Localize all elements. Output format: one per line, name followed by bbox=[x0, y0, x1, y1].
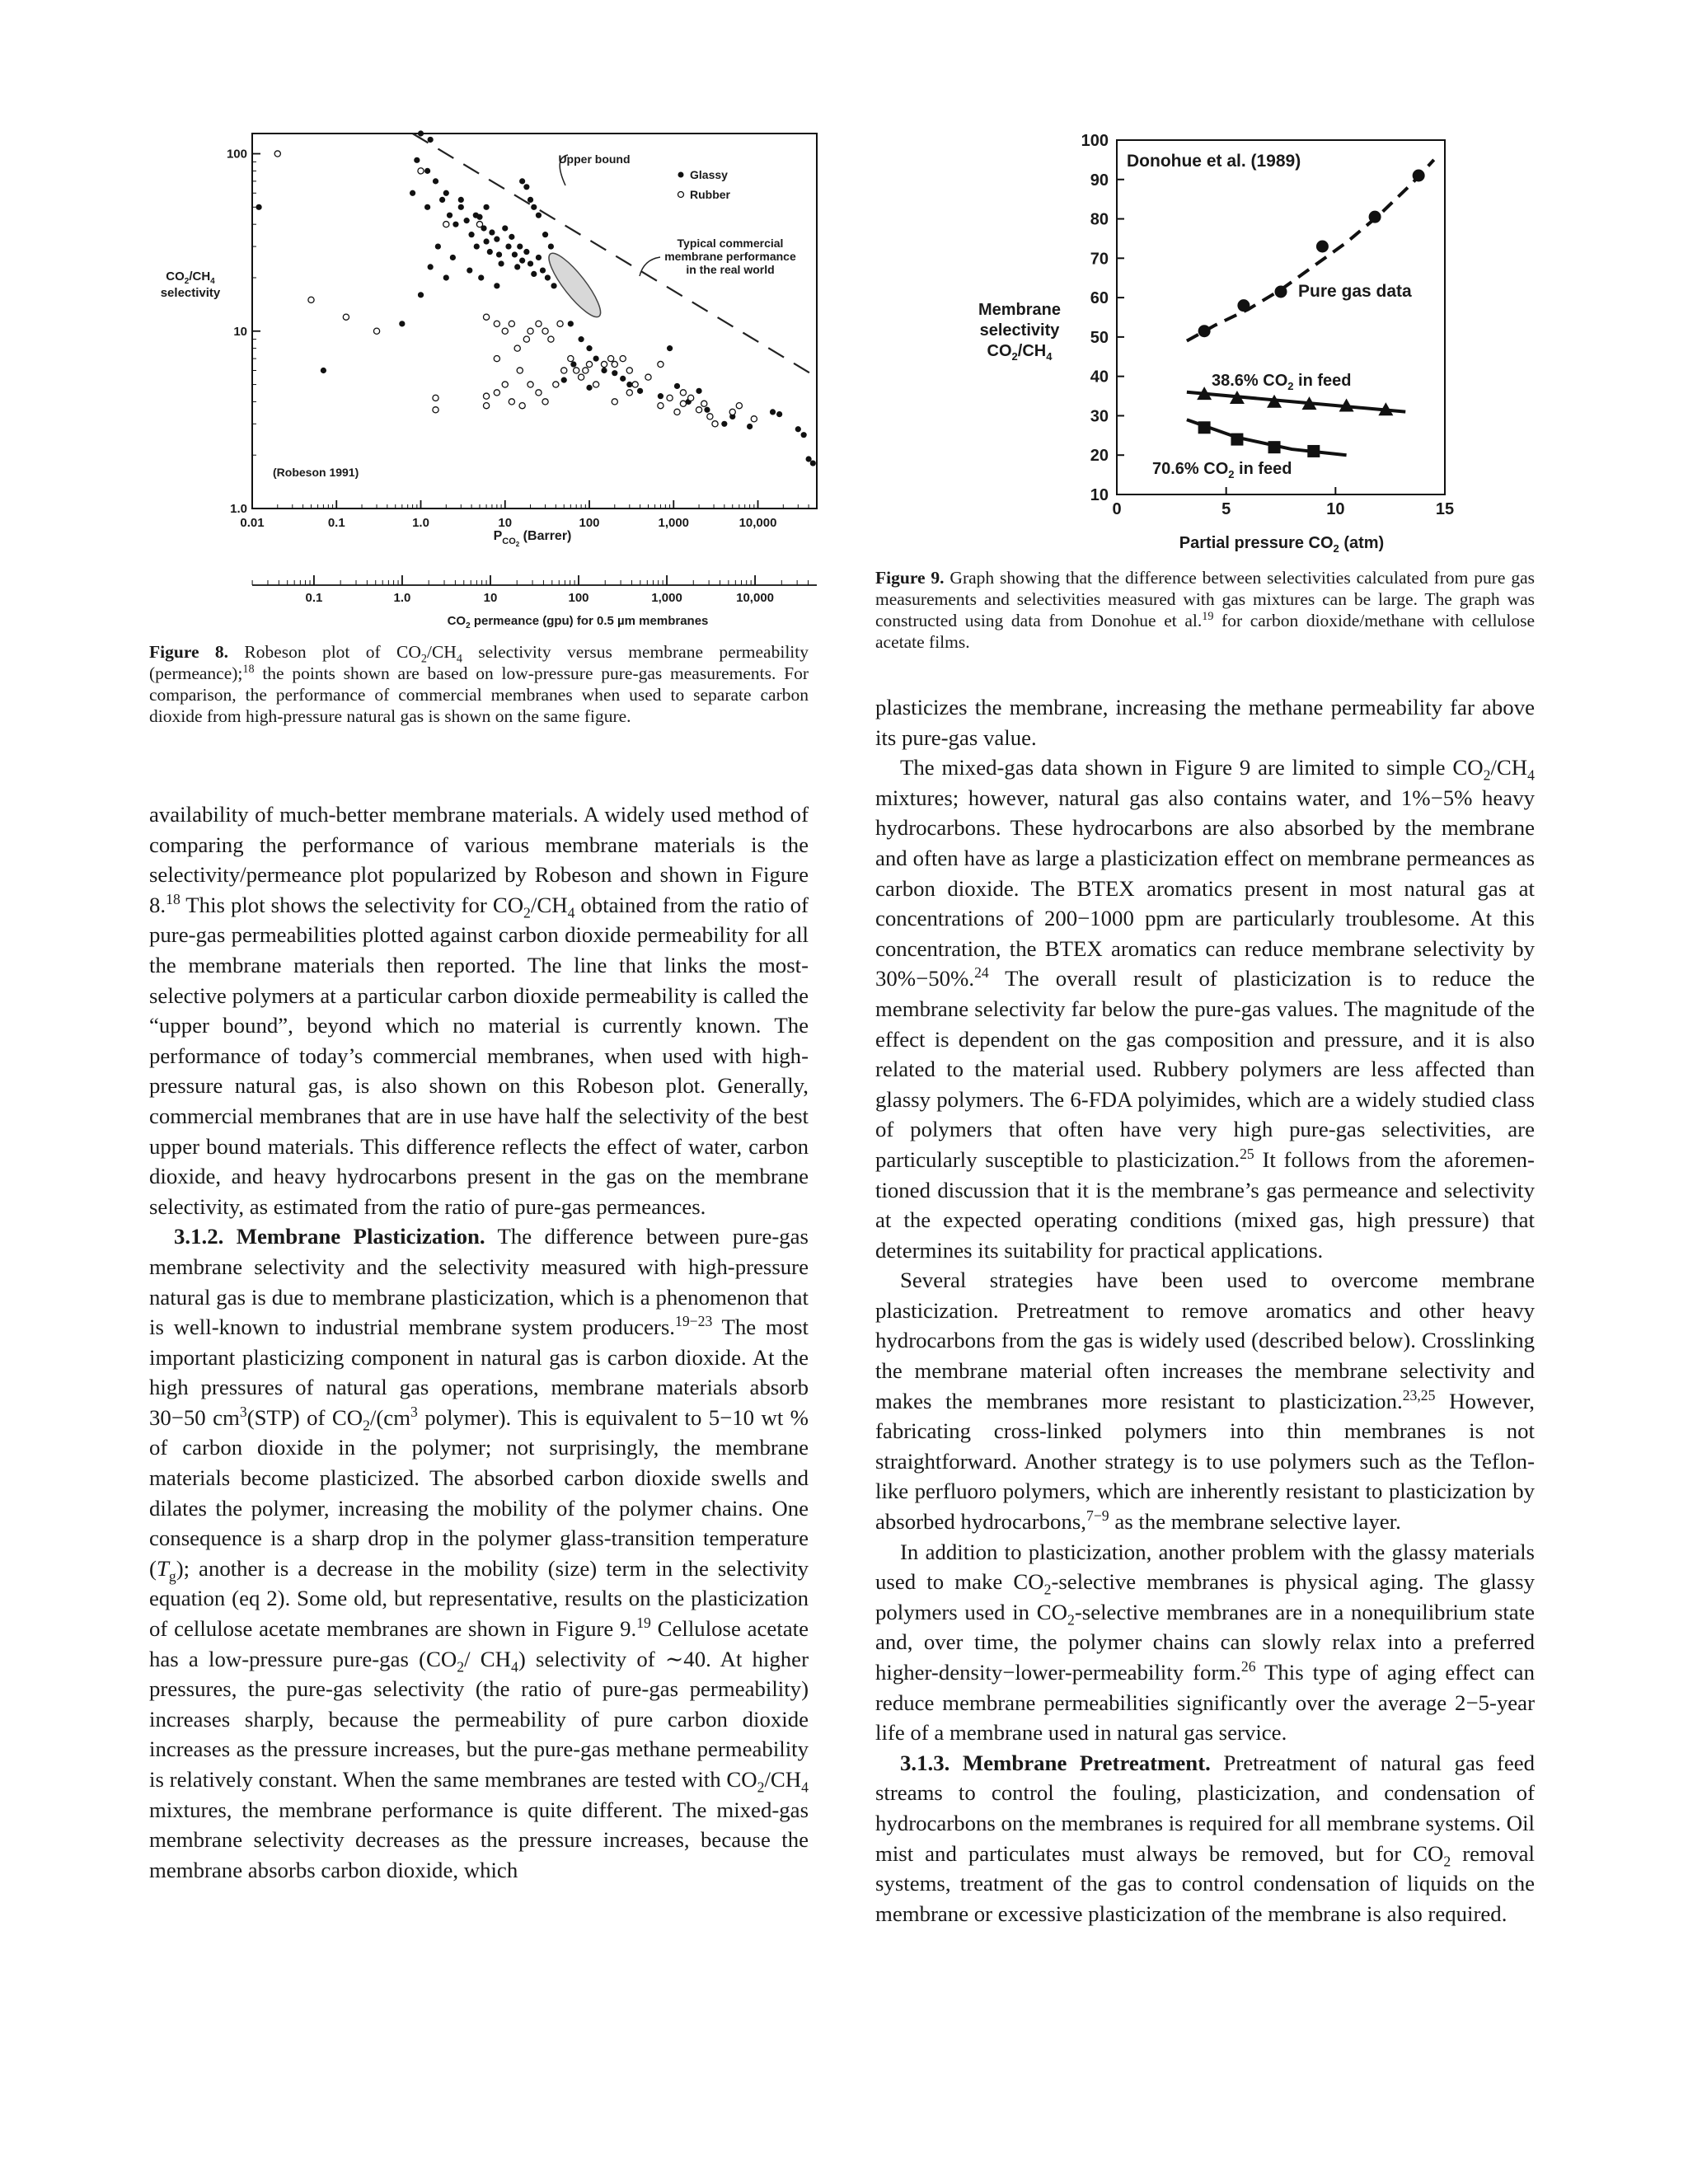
text-run: However, fabricating cross-linked polymers into thin membranes is not straightforward. Another strategy is to use polymers such as the Teflon-like perfluoro polymers, which are inherently resistant to plasticization by absorbed hydrocarbons, bbox=[875, 1388, 1535, 1535]
fig8-secondary-label: $CO_2$ permeance (gpu) for 0.5 µm membranes bbox=[447, 614, 709, 630]
fig9-ylabel-1: Membrane bbox=[978, 301, 1062, 319]
fig9-x-tick-label: 15 bbox=[1435, 500, 1455, 518]
fig8-rubber-point bbox=[645, 374, 651, 380]
fig9-y-tick-label: 40 bbox=[1090, 368, 1109, 387]
fig8-glassy-point bbox=[536, 255, 542, 260]
caption9-part: for carbon dioxide/methane with cellulose acetate films. bbox=[875, 611, 1535, 652]
caption8-part: /CH bbox=[426, 642, 457, 662]
fig8-glassy-point bbox=[473, 213, 479, 218]
fig8-glassy-point bbox=[548, 243, 554, 249]
fig8-glassy-point bbox=[747, 424, 753, 429]
fig8-glassy-point bbox=[514, 264, 520, 269]
fig9-70pct-point bbox=[1198, 421, 1211, 434]
figure-8-chart bbox=[149, 124, 825, 635]
fig8-glassy-point bbox=[810, 460, 816, 466]
fig9-series-line bbox=[1187, 419, 1347, 455]
fig8-glassy-point bbox=[620, 376, 626, 382]
fig8-rubber-point bbox=[548, 336, 554, 342]
fig8-glassy-point bbox=[458, 197, 464, 203]
citation-ref: 19 bbox=[636, 1615, 651, 1632]
fig9-y-tick-label: 100 bbox=[1081, 132, 1109, 150]
fig8-rubber-point bbox=[523, 336, 529, 342]
fig9-y-tick-label: 30 bbox=[1090, 407, 1109, 426]
fig9-label-38-tail: in feed bbox=[1293, 372, 1352, 390]
sub: 4 bbox=[801, 1779, 809, 1796]
fig8-rubber-point bbox=[528, 328, 533, 334]
fig8-points bbox=[256, 130, 815, 466]
fig8-glassy-point bbox=[424, 204, 430, 210]
text-run: as the membrane selective layer. bbox=[1109, 1509, 1401, 1535]
sub: 2 bbox=[1043, 1581, 1052, 1598]
citation-ref: 23,25 bbox=[1402, 1386, 1436, 1404]
fig9-label-70-tail: in feed bbox=[1234, 460, 1292, 478]
fig8-rubber-point bbox=[494, 356, 499, 362]
fig9-y-tick-label: 90 bbox=[1090, 171, 1109, 190]
paragraph bbox=[875, 1537, 1535, 1748]
fig8-y-tick-label: 100 bbox=[226, 147, 247, 162]
fig8-glassy-point bbox=[502, 225, 508, 231]
fig8-plot-frame bbox=[252, 134, 817, 509]
fig8-legend-rubber-marker bbox=[678, 192, 684, 198]
text-run: removal systems, treatment of the gas to control condensation of liquids on the membrane or excessive plasticization of the membrane is also required. bbox=[875, 1840, 1535, 1926]
caption9-part: Graph showing that the difference between selectivities calculated from pure gas measurements and selectivities measured with gas mixtures can be large. The graph was constructed using data from Donohue et al. bbox=[875, 568, 1536, 630]
fig8-secondary-axis bbox=[252, 575, 817, 605]
fig8-rubber-point bbox=[574, 368, 579, 373]
fig8-secondary-tick-label: 1.0 bbox=[393, 591, 411, 605]
fig8-glassy-point bbox=[568, 321, 574, 326]
fig8-glassy-point bbox=[776, 411, 782, 417]
fig8-glassy-point bbox=[601, 368, 607, 373]
fig8-rubber-point bbox=[502, 328, 508, 334]
fig9-ylabel-3: $CO_2/CH_4$ bbox=[987, 342, 1053, 363]
fig8-glassy-point bbox=[517, 243, 523, 249]
fig8-glassy-point bbox=[483, 204, 489, 210]
fig9-pure-gas-point bbox=[1413, 170, 1425, 182]
fig8-glassy-point bbox=[399, 321, 405, 326]
sub: g bbox=[168, 1568, 176, 1585]
sub: 2 bbox=[363, 1417, 370, 1434]
text-run: -selective membranes are in a nonequilibrium state and, over time, the polymer chains can slowly relax into a preferred higher-density−lower-permeability form. bbox=[875, 1599, 1535, 1685]
fig8-rubber-point bbox=[632, 382, 638, 387]
fig8-glassy-point bbox=[795, 426, 801, 432]
citation-ref: 18 bbox=[242, 662, 255, 676]
caption8-part: selectivity versus membrane permeability (permeance); bbox=[149, 642, 809, 683]
fig8-glassy-point bbox=[523, 249, 529, 255]
fig8-glassy-point bbox=[696, 388, 701, 394]
fig8-x-tick-label: 100 bbox=[579, 516, 600, 530]
text-run: -selective membranes is physical aging. The glassy polymers used in CO bbox=[875, 1569, 1535, 1624]
figure-9-caption-label: Figure 9. bbox=[875, 568, 945, 588]
sub: 4 bbox=[456, 652, 462, 666]
fig8-glassy-point bbox=[439, 197, 445, 203]
citation-ref: 19 bbox=[1202, 609, 1214, 623]
fig8-glassy-point bbox=[626, 382, 632, 387]
fig9-series-line bbox=[1187, 160, 1434, 341]
fig8-rubber-point bbox=[557, 321, 563, 326]
caption8-part: the points shown are based on low-pressure pure-gas measurements. For comparison, the performance of commercial membranes when used to separate carbon dioxide from high-pressure natural gas is shown on the same figure. bbox=[149, 663, 809, 726]
fig9-title: Donohue et al. (1989) bbox=[1127, 152, 1301, 171]
fig8-rubber-point bbox=[483, 314, 489, 320]
fig8-glassy-point bbox=[418, 292, 424, 298]
fig8-rubber-point bbox=[373, 328, 379, 334]
text-run: /CH bbox=[764, 1767, 802, 1792]
fig8-glassy-point bbox=[540, 267, 546, 273]
fig9-plot-frame bbox=[1117, 140, 1445, 494]
fig8-x-tick-label: 0.1 bbox=[327, 516, 345, 530]
fig8-rubber-point bbox=[536, 321, 542, 326]
text-run: plasticizes the membrane, increasing the methane permeability far above its pure-gas value. bbox=[875, 695, 1535, 750]
sub: 4 bbox=[511, 1657, 518, 1675]
fig8-glassy-point bbox=[433, 178, 438, 184]
text-run: The overall result of plasticization is to reduce the membrane selectivity far below the pure-gas values. The magnitude of the effect is dependent on the gas composition and pressure, and it is also related to the material used. Rubbery polymers are less affected than glassy polymers. The 6-FDA polyimides, which are a widely studied class of polymers that often have very high pure-gas selectivities, are particularly susceptible to plasticization. bbox=[875, 966, 1535, 1172]
fig8-glassy-point bbox=[458, 204, 464, 210]
fig8-glassy-point bbox=[528, 260, 533, 266]
fig8-glassy-point bbox=[519, 258, 525, 264]
fig8-rubber-point bbox=[476, 222, 482, 227]
text-run: It follows from the aforementioned discussion that it is the membrane’s gas permeance and selectivity at the expected operating conditions (mixed gas, high pressure) that determines its suitability for practical applications. bbox=[875, 1146, 1535, 1263]
text-run: Several strategies have been used to overcome membrane plasticization. Pretreatment to remove aromatics and other heavy hydrocarbons from the gas is widely used (described below). Crosslinking the membrane material often increases the membrane selectivity and makes the membranes more resistant to plasticization. bbox=[875, 1268, 1535, 1413]
text-run: Pretreatment of natural gas feed streams to control the fouling, plasticization, and condensation of hydrocarbons on the membranes is required for all membrane systems. Oil mist and particulates must always be removed, but for CO bbox=[875, 1750, 1535, 1866]
sub: 2 bbox=[457, 1657, 465, 1675]
fig8-glassy-point bbox=[531, 204, 537, 210]
citation-ref: 25 bbox=[1240, 1145, 1254, 1162]
fig8-rubber-point bbox=[751, 416, 757, 422]
section-heading: 3.1.2. Membrane Plasticization. bbox=[174, 1224, 485, 1249]
fig8-x-tick-label: 10 bbox=[498, 516, 513, 530]
figure-9 bbox=[968, 124, 1463, 560]
fig8-rubber-point bbox=[494, 321, 499, 326]
paragraph bbox=[875, 1748, 1535, 1929]
fig8-rubber-point bbox=[418, 168, 424, 174]
paragraph bbox=[149, 1221, 809, 1885]
fig8-rubber-point bbox=[528, 382, 533, 387]
fig8-glassy-point bbox=[443, 274, 449, 280]
fig8-x-tick-label: 1,000 bbox=[658, 516, 690, 530]
fig8-legend-glassy: Glassy bbox=[690, 168, 728, 181]
text-run: In addition to plasticization, another problem with the glassy materials used to make CO bbox=[875, 1539, 1535, 1595]
sub: 2 bbox=[523, 904, 531, 921]
fig8-rubber-point bbox=[517, 368, 523, 373]
figure-8 bbox=[149, 124, 825, 635]
fig8-ylabel: $CO_2/CH_4$ bbox=[166, 269, 215, 286]
fig8-rubber-point bbox=[483, 403, 489, 409]
fig8-glassy-point bbox=[531, 271, 537, 277]
fig8-glassy-point bbox=[410, 190, 415, 196]
text-run: The difference between pure-gas membrane selectivity and the selectivity measured with high-pressure natural gas is due to membrane plasticization, which is a phenomenon that is well-known to industrial membrane system producers. bbox=[149, 1224, 809, 1340]
fig8-glassy-point bbox=[447, 213, 452, 218]
fig8-y-tick-label: 10 bbox=[233, 324, 247, 339]
fig8-rubber-point bbox=[483, 393, 489, 399]
fig8-glassy-point bbox=[667, 345, 673, 351]
sup: 3 bbox=[410, 1403, 418, 1420]
fig8-glassy-point bbox=[805, 456, 811, 462]
fig8-glassy-point bbox=[464, 218, 470, 223]
fig9-label-38: 38.6% $CO_2$ in feed bbox=[1212, 372, 1352, 392]
fig8-rubber-point bbox=[568, 356, 574, 362]
fig8-rubber-point bbox=[536, 390, 542, 396]
fig8-glassy-point bbox=[494, 237, 499, 242]
fig8-glassy-point bbox=[528, 197, 533, 203]
fig9-x-tick-label: 5 bbox=[1221, 500, 1231, 518]
fig8-glassy-point bbox=[498, 260, 504, 266]
paragraph bbox=[875, 1265, 1535, 1536]
fig8-glassy-point bbox=[551, 283, 556, 288]
fig8-secondary-tick-label: 10 bbox=[483, 591, 498, 605]
fig8-glassy-point bbox=[570, 361, 576, 367]
fig8-rubber-point bbox=[608, 356, 614, 362]
fig8-rubber-point bbox=[626, 390, 632, 396]
left-column-text bbox=[149, 799, 809, 1885]
fig8-glassy-point bbox=[428, 137, 434, 143]
citation-ref: 7−9 bbox=[1085, 1507, 1109, 1525]
fig9-y-tick-label: 60 bbox=[1090, 289, 1109, 308]
fig8-upper-bound-label: Upper bound bbox=[558, 152, 631, 166]
citation-ref: 26 bbox=[1240, 1658, 1256, 1675]
text-run: The most important plasticizing component in natural gas is carbon dioxide. At the high pressures of natural gas operations, membrane materials absorb 30−50 cm bbox=[149, 1315, 809, 1430]
fig8-glassy-point bbox=[443, 190, 449, 196]
figure-9-caption bbox=[875, 567, 1535, 653]
fig8-glassy-point bbox=[586, 345, 592, 351]
sub: 2 bbox=[420, 652, 427, 666]
fig8-rubber-point bbox=[308, 297, 314, 302]
fig8-glassy-point bbox=[512, 251, 518, 257]
fig8-glassy-point bbox=[321, 368, 326, 373]
fig8-glassy-point bbox=[494, 283, 499, 288]
fig8-glassy-point bbox=[505, 243, 511, 249]
sub: 4 bbox=[1527, 766, 1535, 784]
fig8-rubber-point bbox=[433, 407, 438, 413]
text-run: ) selectivity of ∼40. At higher pressures, the pure-gas selectivity (the ratio of pure-gas permeability) increases sharply, because the permeability of pure carbon dioxide increases as the pressure increases, but the pure-gas methane permeability is relatively constant. When the same membranes are tested with CO bbox=[149, 1646, 809, 1792]
fig8-y-tick-label: 1.0 bbox=[230, 502, 247, 516]
fig8-ylabel-2: selectivity bbox=[160, 286, 221, 300]
fig8-rubber-point bbox=[519, 403, 525, 409]
fig8-glassy-point bbox=[542, 232, 548, 237]
text-run: mixtures, the membrane performance is quite different. The mixed-gas membrane selectivity decreases as the pressure increases, because the membrane absorbs carbon dioxide, which bbox=[149, 1797, 809, 1882]
fig8-rubber-point bbox=[707, 414, 713, 419]
sup: 3 bbox=[239, 1403, 247, 1420]
fig8-rubber-point bbox=[542, 328, 548, 334]
fig9-x-tick-label: 10 bbox=[1326, 500, 1345, 518]
fig8-rubber-point bbox=[658, 403, 663, 409]
fig8-glassy-point bbox=[586, 385, 592, 391]
fig9-label-70-text: 70.6% CO bbox=[1152, 460, 1229, 478]
fig8-rubber-point bbox=[601, 361, 607, 367]
fig8-rubber-point bbox=[680, 390, 686, 396]
fig8-rubber-point bbox=[509, 321, 514, 326]
text-run: /(cm bbox=[369, 1404, 411, 1430]
fig8-glassy-point bbox=[509, 234, 514, 240]
citation-ref: 19−23 bbox=[675, 1313, 713, 1330]
fig8-rubber-point bbox=[620, 356, 626, 362]
caption8-part: Robeson plot of CO bbox=[228, 642, 421, 662]
fig8-rubber-point bbox=[494, 390, 499, 396]
fig9-y-tick-label: 20 bbox=[1090, 447, 1109, 466]
fig8-rubber-point bbox=[658, 361, 663, 367]
text-run: mixtures; however, natural gas also contains water, and 1%−5% heavy hydrocarbons. These hydrocarbons are also absorbed by the membrane and often have as large a plasticization effect on membrane permeances as carbon dioxide. The BTEX aromatics present in most natural gas at concentrations of 200−1000 ppm are particularly troublesome. At this concentration, the BTEX aromatics can reduce membrane selectivity by 30%−50%. bbox=[875, 785, 1535, 991]
fig8-glassy-point bbox=[474, 243, 480, 249]
fig8-rubber-point bbox=[680, 401, 686, 406]
fig8-secondary-tick-label: 0.1 bbox=[305, 591, 323, 605]
fig8-rubber-point bbox=[701, 401, 707, 406]
sub: 2 bbox=[1483, 766, 1491, 784]
fig9-pure-gas-point bbox=[1369, 211, 1381, 223]
fig8-glassy-point bbox=[424, 168, 430, 174]
fig8-rubber-point bbox=[674, 409, 680, 415]
fig8-secondary-tick-label: 1,000 bbox=[651, 591, 682, 605]
fig8-rubber-point bbox=[688, 395, 694, 401]
fig8-glassy-point bbox=[593, 356, 599, 362]
fig8-glassy-point bbox=[770, 409, 776, 415]
fig9-pure-gas-point bbox=[1198, 325, 1211, 337]
fig9-y-tick-label: 10 bbox=[1090, 486, 1109, 504]
text-run: /CH bbox=[1490, 755, 1528, 780]
fig9-x-tick-label: 0 bbox=[1112, 500, 1122, 518]
text-run: This plot shows the selectivity for CO bbox=[180, 892, 524, 917]
paragraph bbox=[875, 692, 1535, 752]
text-run: ); another is a decrease in the mobility (size) term in the selectivity equation (eq 2). Some old, but representative, results on the plasticization of cellulose acetate membranes are shown in Figure 9. bbox=[149, 1555, 809, 1642]
fig8-xlabel: $P_{CO}2$ (Barrer) bbox=[493, 529, 572, 548]
fig8-glassy-point bbox=[523, 184, 529, 190]
fig9-series bbox=[1187, 160, 1434, 457]
fig8-x-tick-label: 10,000 bbox=[738, 516, 777, 530]
fig8-rubber-point bbox=[579, 374, 584, 380]
fig9-label-pure: Pure gas data bbox=[1298, 282, 1412, 301]
fig8-glassy-point bbox=[450, 255, 456, 260]
text-run: obtained from the ratio of pure-gas permeabilities plotted against carbon dioxide permeability for all the membrane materials then reported. The line that links the most-selective polymers at a particular carbon dioxide permeability is called the “upper bound”, beyond which no material is currently known. The performance of today’s commercial membranes, when used with high-pressure natural gas, is also shown on this Robeson plot. Generally, commercial membranes that are in use have half the selectivity of the best upper bound materials. This difference reflects the effect of water, carbon dioxide, and heavy hydrocarbons present in the gas on the membrane selectivity, as estimated from the ratio of pure-gas permeances. bbox=[149, 892, 809, 1219]
fig8-rubber-point bbox=[514, 345, 520, 351]
fig8-rubber-point bbox=[612, 399, 617, 405]
fig8-commercial-label-1: Typical commercial bbox=[677, 237, 784, 250]
fig9-y-tick-label: 80 bbox=[1090, 210, 1109, 229]
fig8-glassy-point bbox=[658, 393, 663, 399]
fig8-glassy-point bbox=[418, 130, 424, 136]
fig8-commercial-label-2: membrane performance bbox=[664, 250, 796, 263]
sub: 2 bbox=[1443, 1852, 1451, 1869]
figure-8-caption-label: Figure 8. bbox=[149, 642, 228, 662]
fig8-glassy-point bbox=[452, 222, 458, 227]
fig8-glassy-point bbox=[704, 407, 710, 413]
fig8-rubber-point bbox=[561, 368, 567, 373]
fig8-glassy-point bbox=[489, 229, 495, 235]
fig8-x-tick-label: 1.0 bbox=[412, 516, 429, 530]
fig8-rubber-point bbox=[612, 361, 617, 367]
fig8-rubber-point bbox=[509, 399, 514, 405]
fig9-label-38-text: 38.6% CO bbox=[1212, 372, 1288, 390]
paragraph bbox=[875, 752, 1535, 1265]
fig8-secondary-tick-label: 100 bbox=[568, 591, 589, 605]
fig8-rubber-point bbox=[343, 314, 349, 320]
fig8-glassy-point bbox=[478, 274, 484, 280]
fig8-rubber-point bbox=[274, 151, 280, 157]
fig8-glassy-point bbox=[435, 243, 441, 249]
fig9-y-tick-label: 50 bbox=[1090, 328, 1109, 347]
fig8-glassy-point bbox=[674, 383, 680, 389]
fig8-source-label: (Robeson 1991) bbox=[273, 466, 359, 479]
fig8-rubber-point bbox=[542, 399, 548, 405]
sub: 2 bbox=[757, 1779, 765, 1796]
fig8-rubber-point bbox=[586, 361, 592, 367]
fig8-glassy-point bbox=[519, 178, 525, 184]
text-run: This type of aging effect can reduce membrane permeabilities significantly over the average 2−5-year life of a membrane used in natural gas service. bbox=[875, 1660, 1535, 1746]
figure-9-chart bbox=[968, 124, 1463, 560]
fig8-glassy-point bbox=[561, 377, 567, 383]
fig9-y-tick-label: 70 bbox=[1090, 250, 1109, 269]
fig8-glassy-point bbox=[496, 251, 502, 257]
fig9-xlabel: Partial pressure $CO_2$ (atm) bbox=[1179, 534, 1385, 555]
fig9-70pct-point bbox=[1307, 445, 1320, 457]
fig8-glassy-point bbox=[487, 249, 493, 255]
section-heading: 3.1.3. Membrane Pretreatment. bbox=[900, 1750, 1211, 1775]
fig8-legend-glassy-marker bbox=[678, 172, 684, 178]
fig8-rubber-point bbox=[712, 421, 718, 427]
fig8-rubber-point bbox=[667, 395, 673, 401]
fig9-70pct-point bbox=[1231, 434, 1243, 446]
text-run: / CH bbox=[464, 1646, 511, 1671]
citation-ref: 18 bbox=[166, 890, 181, 907]
fig8-rubber-point bbox=[736, 403, 742, 409]
fig9-pure-gas-point bbox=[1237, 299, 1250, 312]
fig8-glassy-point bbox=[545, 274, 551, 280]
fig9-70pct-point bbox=[1268, 441, 1281, 453]
fig9-pure-gas-point bbox=[1316, 241, 1329, 253]
fig8-glassy-point bbox=[468, 232, 474, 237]
fig8-glassy-point bbox=[721, 421, 727, 427]
fig9-series-line bbox=[1187, 392, 1405, 412]
fig9-pure-gas-point bbox=[1275, 285, 1287, 298]
fig8-glassy-point bbox=[612, 370, 617, 376]
citation-ref: 24 bbox=[974, 964, 989, 982]
paragraph bbox=[149, 799, 809, 1221]
text-run: /CH bbox=[530, 892, 568, 917]
fig8-rubber-point bbox=[696, 407, 701, 413]
fig8-glassy-point bbox=[637, 388, 643, 394]
fig8-glassy-point bbox=[428, 264, 434, 269]
fig8-rubber-point bbox=[433, 395, 438, 401]
fig8-rubber-point bbox=[729, 409, 735, 415]
sub: 2 bbox=[1067, 1611, 1075, 1629]
fig8-rubber-point bbox=[502, 382, 508, 387]
fig8-glassy-point bbox=[536, 213, 542, 218]
figure-8-caption bbox=[149, 641, 809, 727]
fig9-ylabel-2: selectivity bbox=[979, 321, 1060, 340]
fig8-rubber-point bbox=[626, 368, 632, 373]
sub: 4 bbox=[567, 904, 575, 921]
text-run: The mixed-gas data shown in Figure 9 are limited to simple CO bbox=[900, 755, 1484, 780]
text-run: (STP) of CO bbox=[246, 1404, 363, 1430]
right-column-text bbox=[875, 692, 1535, 1929]
text-run: Cellulose acetate has a low-pressure pure-gas (CO bbox=[149, 1616, 809, 1671]
fig8-secondary-tick-label: 10,000 bbox=[736, 591, 775, 605]
fig8-glassy-point bbox=[467, 267, 472, 273]
fig9-label-70: 70.6% $CO_2$ in feed bbox=[1152, 460, 1292, 480]
fig8-rubber-point bbox=[583, 368, 588, 373]
fig8-x-tick-label: 0.01 bbox=[240, 516, 265, 530]
fig8-glassy-point bbox=[414, 157, 420, 163]
text-run: T bbox=[156, 1555, 169, 1581]
fig8-rubber-point bbox=[593, 382, 599, 387]
text-run: availability of much-better membrane materials. A widely used method of comparing the performance of various membrane materials is the selectivity/permeance plot popularized by Robeson and shown in Figure 8. bbox=[149, 802, 809, 917]
fig8-glassy-point bbox=[801, 432, 807, 438]
fig8-legend-rubber: Rubber bbox=[690, 188, 730, 201]
text-run: polymer). This is equivalent to 5−10 wt % of carbon dioxide in the polymer; not surprisingly, the membrane materials become plasticized. The absorbed carbon dioxide swells and dilates the polymer, increasing the mobility of the polymer chains. One consequence is a sharp drop in the polymer glass-transition temperature ( bbox=[149, 1404, 809, 1581]
fig8-glassy-point bbox=[256, 204, 261, 210]
fig8-rubber-point bbox=[553, 382, 559, 387]
fig8-commercial-label-3: in the real world bbox=[686, 263, 775, 276]
fig8-rubber-point bbox=[443, 222, 449, 227]
fig8-glassy-point bbox=[579, 336, 584, 342]
fig8-glassy-point bbox=[483, 238, 489, 244]
